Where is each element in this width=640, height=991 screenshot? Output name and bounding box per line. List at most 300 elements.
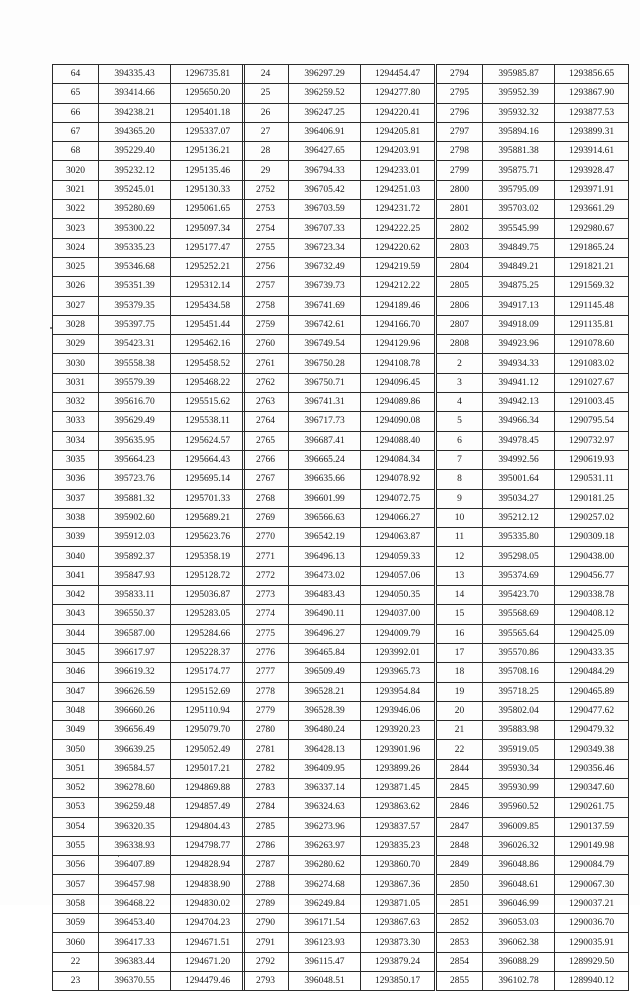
x-coordinate-cell: 395892.37 bbox=[99, 547, 171, 566]
point-number-cell: 2850 bbox=[437, 875, 483, 894]
table-row bbox=[53, 180, 245, 199]
x-coordinate-cell: 396601.99 bbox=[289, 489, 361, 508]
scan-speck bbox=[50, 327, 52, 329]
x-coordinate-cell: 395912.03 bbox=[99, 528, 171, 547]
point-number-cell: 2757 bbox=[243, 277, 289, 296]
x-coordinate-cell: 396249.84 bbox=[289, 894, 361, 913]
y-coordinate-cell: 1290732.97 bbox=[555, 431, 629, 450]
x-coordinate-cell: 396750.28 bbox=[289, 354, 361, 373]
y-coordinate-cell: 1291027.67 bbox=[555, 373, 629, 392]
y-coordinate-cell: 1294798.77 bbox=[171, 836, 245, 855]
table-row bbox=[243, 450, 435, 469]
point-number-cell: 3030 bbox=[53, 354, 99, 373]
y-coordinate-cell: 1294063.87 bbox=[361, 528, 435, 547]
x-coordinate-cell: 394917.13 bbox=[483, 296, 555, 315]
y-coordinate-cell: 1294057.06 bbox=[361, 566, 435, 585]
point-number-cell: 2807 bbox=[437, 315, 483, 334]
x-coordinate-cell: 394335.43 bbox=[99, 65, 171, 84]
x-coordinate-cell: 396528.39 bbox=[289, 701, 361, 720]
table-row bbox=[243, 663, 435, 682]
x-coordinate-cell: 394966.34 bbox=[483, 412, 555, 431]
x-coordinate-cell: 395280.69 bbox=[99, 200, 171, 219]
table-row bbox=[53, 798, 245, 817]
point-number-cell: 3033 bbox=[53, 412, 99, 431]
y-coordinate-cell: 1294454.47 bbox=[361, 65, 435, 84]
y-coordinate-cell: 1290067.30 bbox=[555, 875, 629, 894]
table-row bbox=[437, 508, 629, 527]
y-coordinate-cell: 1295097.34 bbox=[171, 219, 245, 238]
y-coordinate-cell: 1290477.62 bbox=[555, 701, 629, 720]
table-row bbox=[437, 605, 629, 624]
y-coordinate-cell: 1294212.22 bbox=[361, 277, 435, 296]
x-coordinate-cell: 394978.45 bbox=[483, 431, 555, 450]
point-number-cell: 67 bbox=[53, 122, 99, 141]
point-number-cell: 3038 bbox=[53, 508, 99, 527]
x-coordinate-cell: 395703.02 bbox=[483, 200, 555, 219]
point-number-cell: 2784 bbox=[243, 798, 289, 817]
table-row bbox=[243, 412, 435, 431]
x-coordinate-cell: 396660.26 bbox=[99, 701, 171, 720]
x-coordinate-cell: 394992.56 bbox=[483, 450, 555, 469]
point-number-cell: 2844 bbox=[437, 759, 483, 778]
x-coordinate-cell: 396046.99 bbox=[483, 894, 555, 913]
y-coordinate-cell: 1295136.21 bbox=[171, 142, 245, 161]
y-coordinate-cell: 1290309.18 bbox=[555, 528, 629, 547]
y-coordinate-cell: 1296735.81 bbox=[171, 65, 245, 84]
x-coordinate-cell: 396542.19 bbox=[289, 528, 361, 547]
table-row bbox=[437, 894, 629, 913]
x-coordinate-cell: 394849.75 bbox=[483, 238, 555, 257]
point-number-cell: 19 bbox=[437, 682, 483, 701]
y-coordinate-cell: 1295458.52 bbox=[171, 354, 245, 373]
point-number-cell: 21 bbox=[437, 721, 483, 740]
point-number-cell: 2797 bbox=[437, 122, 483, 141]
y-coordinate-cell: 1294084.34 bbox=[361, 450, 435, 469]
x-coordinate-cell: 396409.95 bbox=[289, 759, 361, 778]
x-coordinate-cell: 396407.89 bbox=[99, 856, 171, 875]
point-number-cell: 3035 bbox=[53, 450, 99, 469]
table-row bbox=[53, 470, 245, 489]
x-coordinate-cell: 394918.09 bbox=[483, 315, 555, 334]
table-row bbox=[53, 257, 245, 276]
point-number-cell: 2782 bbox=[243, 759, 289, 778]
x-coordinate-cell: 395298.05 bbox=[483, 547, 555, 566]
y-coordinate-cell: 1293867.63 bbox=[361, 914, 435, 933]
x-coordinate-cell: 395245.01 bbox=[99, 180, 171, 199]
x-coordinate-cell: 395001.64 bbox=[483, 470, 555, 489]
x-coordinate-cell: 396483.43 bbox=[289, 586, 361, 605]
table-row bbox=[53, 431, 245, 450]
y-coordinate-cell: 1290531.11 bbox=[555, 470, 629, 489]
x-coordinate-cell: 395833.11 bbox=[99, 586, 171, 605]
table-row bbox=[53, 778, 245, 797]
x-coordinate-cell: 396687.41 bbox=[289, 431, 361, 450]
y-coordinate-cell: 1293877.53 bbox=[555, 103, 629, 122]
x-coordinate-cell: 394942.13 bbox=[483, 393, 555, 412]
point-number-cell: 15 bbox=[437, 605, 483, 624]
table-body bbox=[243, 65, 435, 991]
x-coordinate-cell: 396048.61 bbox=[483, 875, 555, 894]
y-coordinate-cell: 1291865.24 bbox=[555, 238, 629, 257]
table-row bbox=[53, 393, 245, 412]
y-coordinate-cell: 1294704.23 bbox=[171, 914, 245, 933]
x-coordinate-cell: 396741.31 bbox=[289, 393, 361, 412]
point-number-cell: 2790 bbox=[243, 914, 289, 933]
y-coordinate-cell: 1293837.57 bbox=[361, 817, 435, 836]
x-coordinate-cell: 395397.75 bbox=[99, 315, 171, 334]
y-coordinate-cell: 1293954.84 bbox=[361, 682, 435, 701]
table-row bbox=[53, 740, 245, 759]
y-coordinate-cell: 1294037.00 bbox=[361, 605, 435, 624]
point-number-cell: 3058 bbox=[53, 894, 99, 913]
table-row bbox=[437, 836, 629, 855]
y-coordinate-cell: 1290425.09 bbox=[555, 624, 629, 643]
x-coordinate-cell: 395985.87 bbox=[483, 65, 555, 84]
x-coordinate-cell: 395932.32 bbox=[483, 103, 555, 122]
table-row bbox=[53, 373, 245, 392]
point-number-cell: 2761 bbox=[243, 354, 289, 373]
point-number-cell: 2800 bbox=[437, 180, 483, 199]
x-coordinate-cell: 393414.66 bbox=[99, 84, 171, 103]
table-row bbox=[53, 836, 245, 855]
table-row bbox=[437, 971, 629, 990]
x-coordinate-cell: 395795.09 bbox=[483, 180, 555, 199]
y-coordinate-cell: 1295036.87 bbox=[171, 586, 245, 605]
table-row bbox=[53, 856, 245, 875]
y-coordinate-cell: 1294009.79 bbox=[361, 624, 435, 643]
x-coordinate-cell: 395616.70 bbox=[99, 393, 171, 412]
table-row bbox=[53, 643, 245, 662]
x-coordinate-cell: 396550.37 bbox=[99, 605, 171, 624]
coordinate-table-left bbox=[52, 64, 245, 991]
point-number-cell: 2755 bbox=[243, 238, 289, 257]
coordinate-table-right bbox=[436, 64, 629, 991]
table-row bbox=[437, 354, 629, 373]
point-number-cell: 7 bbox=[437, 450, 483, 469]
y-coordinate-cell: 1290338.78 bbox=[555, 586, 629, 605]
table-row bbox=[243, 856, 435, 875]
x-coordinate-cell: 396703.59 bbox=[289, 200, 361, 219]
table-row bbox=[53, 933, 245, 952]
y-coordinate-cell: 1293661.29 bbox=[555, 200, 629, 219]
table-row bbox=[243, 836, 435, 855]
x-coordinate-cell: 395883.98 bbox=[483, 721, 555, 740]
point-number-cell: 3039 bbox=[53, 528, 99, 547]
y-coordinate-cell: 1295110.94 bbox=[171, 701, 245, 720]
point-number-cell: 3050 bbox=[53, 740, 99, 759]
y-coordinate-cell: 1290349.38 bbox=[555, 740, 629, 759]
x-coordinate-cell: 396732.49 bbox=[289, 257, 361, 276]
y-coordinate-cell: 1294671.51 bbox=[171, 933, 245, 952]
y-coordinate-cell: 1294072.75 bbox=[361, 489, 435, 508]
table-row bbox=[243, 65, 435, 84]
y-coordinate-cell: 1295623.76 bbox=[171, 528, 245, 547]
table-row bbox=[437, 161, 629, 180]
y-coordinate-cell: 1295130.33 bbox=[171, 180, 245, 199]
table-row bbox=[53, 701, 245, 720]
table-row bbox=[437, 84, 629, 103]
y-coordinate-cell: 1295135.46 bbox=[171, 161, 245, 180]
y-coordinate-cell: 1291003.45 bbox=[555, 393, 629, 412]
table-row bbox=[53, 103, 245, 122]
table-row bbox=[243, 682, 435, 701]
point-number-cell: 3028 bbox=[53, 315, 99, 334]
point-number-cell: 13 bbox=[437, 566, 483, 585]
x-coordinate-cell: 395229.40 bbox=[99, 142, 171, 161]
y-coordinate-cell: 1293899.26 bbox=[361, 759, 435, 778]
table-row bbox=[243, 875, 435, 894]
y-coordinate-cell: 1295177.47 bbox=[171, 238, 245, 257]
scan-speck bbox=[118, 856, 119, 857]
table-row bbox=[243, 952, 435, 971]
table-row bbox=[243, 296, 435, 315]
table-row bbox=[53, 142, 245, 161]
table-row bbox=[53, 547, 245, 566]
point-number-cell: 2846 bbox=[437, 798, 483, 817]
x-coordinate-cell: 396115.47 bbox=[289, 952, 361, 971]
table-row bbox=[53, 296, 245, 315]
x-coordinate-cell: 396656.49 bbox=[99, 721, 171, 740]
point-number-cell: 2806 bbox=[437, 296, 483, 315]
point-number-cell: 3026 bbox=[53, 277, 99, 296]
point-number-cell: 3022 bbox=[53, 200, 99, 219]
y-coordinate-cell: 1290137.59 bbox=[555, 817, 629, 836]
table-row bbox=[437, 257, 629, 276]
x-coordinate-cell: 396626.59 bbox=[99, 682, 171, 701]
y-coordinate-cell: 1294231.72 bbox=[361, 200, 435, 219]
y-coordinate-cell: 1295052.49 bbox=[171, 740, 245, 759]
y-coordinate-cell: 1294050.35 bbox=[361, 586, 435, 605]
x-coordinate-cell: 396794.33 bbox=[289, 161, 361, 180]
x-coordinate-cell: 395423.31 bbox=[99, 335, 171, 354]
y-coordinate-cell: 1293946.06 bbox=[361, 701, 435, 720]
y-coordinate-cell: 1295624.57 bbox=[171, 431, 245, 450]
y-coordinate-cell: 1294203.91 bbox=[361, 142, 435, 161]
y-coordinate-cell: 1294838.90 bbox=[171, 875, 245, 894]
table-row bbox=[243, 354, 435, 373]
y-coordinate-cell: 1294857.49 bbox=[171, 798, 245, 817]
point-number-cell: 3043 bbox=[53, 605, 99, 624]
x-coordinate-cell: 396102.78 bbox=[483, 971, 555, 990]
table-row bbox=[437, 180, 629, 199]
x-coordinate-cell: 396273.96 bbox=[289, 817, 361, 836]
point-number-cell: 2759 bbox=[243, 315, 289, 334]
y-coordinate-cell: 1294671.20 bbox=[171, 952, 245, 971]
table-row bbox=[437, 296, 629, 315]
y-coordinate-cell: 1294129.96 bbox=[361, 335, 435, 354]
y-coordinate-cell: 1294219.59 bbox=[361, 257, 435, 276]
table-row bbox=[53, 450, 245, 469]
table-row bbox=[437, 914, 629, 933]
x-coordinate-cell: 395579.39 bbox=[99, 373, 171, 392]
point-number-cell: 2808 bbox=[437, 335, 483, 354]
y-coordinate-cell: 1295515.62 bbox=[171, 393, 245, 412]
point-number-cell: 3048 bbox=[53, 701, 99, 720]
point-number-cell: 9 bbox=[437, 489, 483, 508]
table-row bbox=[243, 759, 435, 778]
x-coordinate-cell: 396480.24 bbox=[289, 721, 361, 740]
y-coordinate-cell: 1290795.54 bbox=[555, 412, 629, 431]
point-number-cell: 2855 bbox=[437, 971, 483, 990]
x-coordinate-cell: 395718.25 bbox=[483, 682, 555, 701]
table-row bbox=[437, 65, 629, 84]
table-row bbox=[437, 122, 629, 141]
y-coordinate-cell: 1295701.33 bbox=[171, 489, 245, 508]
point-number-cell: 2772 bbox=[243, 566, 289, 585]
y-coordinate-cell: 1294166.70 bbox=[361, 315, 435, 334]
table-row bbox=[437, 566, 629, 585]
x-coordinate-cell: 396749.54 bbox=[289, 335, 361, 354]
y-coordinate-cell: 1294205.81 bbox=[361, 122, 435, 141]
point-number-cell: 2789 bbox=[243, 894, 289, 913]
table-row bbox=[53, 759, 245, 778]
table-row bbox=[243, 161, 435, 180]
x-coordinate-cell: 396639.25 bbox=[99, 740, 171, 759]
y-coordinate-cell: 1295538.11 bbox=[171, 412, 245, 431]
y-coordinate-cell: 1290181.25 bbox=[555, 489, 629, 508]
point-number-cell: 16 bbox=[437, 624, 483, 643]
y-coordinate-cell: 1295451.44 bbox=[171, 315, 245, 334]
table-row bbox=[243, 798, 435, 817]
y-coordinate-cell: 1293867.90 bbox=[555, 84, 629, 103]
point-number-cell: 3027 bbox=[53, 296, 99, 315]
x-coordinate-cell: 396453.40 bbox=[99, 914, 171, 933]
table-row bbox=[243, 933, 435, 952]
point-number-cell: 2804 bbox=[437, 257, 483, 276]
y-coordinate-cell: 1294220.41 bbox=[361, 103, 435, 122]
point-number-cell: 2760 bbox=[243, 335, 289, 354]
x-coordinate-cell: 396280.62 bbox=[289, 856, 361, 875]
table-row bbox=[437, 798, 629, 817]
x-coordinate-cell: 396528.21 bbox=[289, 682, 361, 701]
point-number-cell: 3037 bbox=[53, 489, 99, 508]
point-number-cell: 2776 bbox=[243, 643, 289, 662]
point-number-cell: 2753 bbox=[243, 200, 289, 219]
point-number-cell: 2758 bbox=[243, 296, 289, 315]
y-coordinate-cell: 1293899.31 bbox=[555, 122, 629, 141]
table-row bbox=[53, 508, 245, 527]
point-number-cell: 3045 bbox=[53, 643, 99, 662]
point-number-cell: 3041 bbox=[53, 566, 99, 585]
y-coordinate-cell: 1290035.91 bbox=[555, 933, 629, 952]
table-row bbox=[437, 586, 629, 605]
point-number-cell: 64 bbox=[53, 65, 99, 84]
table-row bbox=[243, 971, 435, 990]
point-number-cell: 3052 bbox=[53, 778, 99, 797]
table-row bbox=[243, 277, 435, 296]
y-coordinate-cell: 1293920.23 bbox=[361, 721, 435, 740]
point-number-cell: 14 bbox=[437, 586, 483, 605]
x-coordinate-cell: 395847.93 bbox=[99, 566, 171, 585]
x-coordinate-cell: 395558.38 bbox=[99, 354, 171, 373]
y-coordinate-cell: 1295664.43 bbox=[171, 450, 245, 469]
x-coordinate-cell: 396278.60 bbox=[99, 778, 171, 797]
point-number-cell: 2754 bbox=[243, 219, 289, 238]
y-coordinate-cell: 1294222.25 bbox=[361, 219, 435, 238]
table-row bbox=[243, 914, 435, 933]
table-row bbox=[243, 528, 435, 547]
point-number-cell: 2785 bbox=[243, 817, 289, 836]
y-coordinate-cell: 1294189.46 bbox=[361, 296, 435, 315]
point-number-cell: 20 bbox=[437, 701, 483, 720]
table-row bbox=[53, 586, 245, 605]
table-row bbox=[437, 643, 629, 662]
x-coordinate-cell: 396490.11 bbox=[289, 605, 361, 624]
point-number-cell: 2773 bbox=[243, 586, 289, 605]
point-number-cell: 2768 bbox=[243, 489, 289, 508]
table-row bbox=[437, 759, 629, 778]
x-coordinate-cell: 396723.34 bbox=[289, 238, 361, 257]
table-row bbox=[437, 393, 629, 412]
point-number-cell: 3059 bbox=[53, 914, 99, 933]
x-coordinate-cell: 396123.93 bbox=[289, 933, 361, 952]
point-number-cell: 3042 bbox=[53, 586, 99, 605]
point-number-cell: 2793 bbox=[243, 971, 289, 990]
x-coordinate-cell: 396383.44 bbox=[99, 952, 171, 971]
y-coordinate-cell: 1295152.69 bbox=[171, 682, 245, 701]
x-coordinate-cell: 396088.29 bbox=[483, 952, 555, 971]
x-coordinate-cell: 396370.55 bbox=[99, 971, 171, 990]
x-coordinate-cell: 396263.97 bbox=[289, 836, 361, 855]
table-row bbox=[437, 856, 629, 875]
y-coordinate-cell: 1291083.02 bbox=[555, 354, 629, 373]
table-row bbox=[437, 103, 629, 122]
x-coordinate-cell: 395723.76 bbox=[99, 470, 171, 489]
table-row bbox=[437, 277, 629, 296]
point-number-cell: 4 bbox=[437, 393, 483, 412]
x-coordinate-cell: 396742.61 bbox=[289, 315, 361, 334]
y-coordinate-cell: 1293871.45 bbox=[361, 778, 435, 797]
table-row bbox=[437, 450, 629, 469]
x-coordinate-cell: 396259.52 bbox=[289, 84, 361, 103]
x-coordinate-cell: 396337.14 bbox=[289, 778, 361, 797]
table-row bbox=[437, 875, 629, 894]
table-row bbox=[243, 508, 435, 527]
point-number-cell: 2803 bbox=[437, 238, 483, 257]
point-number-cell: 2794 bbox=[437, 65, 483, 84]
x-coordinate-cell: 396465.84 bbox=[289, 643, 361, 662]
table-row bbox=[53, 65, 245, 84]
x-coordinate-cell: 395960.52 bbox=[483, 798, 555, 817]
point-number-cell: 2802 bbox=[437, 219, 483, 238]
point-number-cell: 17 bbox=[437, 643, 483, 662]
y-coordinate-cell: 1295284.66 bbox=[171, 624, 245, 643]
x-coordinate-cell: 396406.91 bbox=[289, 122, 361, 141]
y-coordinate-cell: 1295061.65 bbox=[171, 200, 245, 219]
point-number-cell: 2778 bbox=[243, 682, 289, 701]
coordinate-table-middle bbox=[242, 64, 435, 991]
y-coordinate-cell: 1294078.92 bbox=[361, 470, 435, 489]
point-number-cell: 2771 bbox=[243, 547, 289, 566]
x-coordinate-cell: 396705.42 bbox=[289, 180, 361, 199]
y-coordinate-cell: 1294869.88 bbox=[171, 778, 245, 797]
point-number-cell: 3029 bbox=[53, 335, 99, 354]
x-coordinate-cell: 395346.68 bbox=[99, 257, 171, 276]
point-number-cell: 2767 bbox=[243, 470, 289, 489]
point-number-cell: 3047 bbox=[53, 682, 99, 701]
x-coordinate-cell: 396619.32 bbox=[99, 663, 171, 682]
y-coordinate-cell: 1291145.48 bbox=[555, 296, 629, 315]
x-coordinate-cell: 396247.25 bbox=[289, 103, 361, 122]
table-row bbox=[53, 721, 245, 740]
point-number-cell: 2851 bbox=[437, 894, 483, 913]
table-row bbox=[53, 682, 245, 701]
x-coordinate-cell: 395930.34 bbox=[483, 759, 555, 778]
y-coordinate-cell: 1290433.35 bbox=[555, 643, 629, 662]
x-coordinate-cell: 396026.32 bbox=[483, 836, 555, 855]
x-coordinate-cell: 396741.69 bbox=[289, 296, 361, 315]
x-coordinate-cell: 396338.93 bbox=[99, 836, 171, 855]
